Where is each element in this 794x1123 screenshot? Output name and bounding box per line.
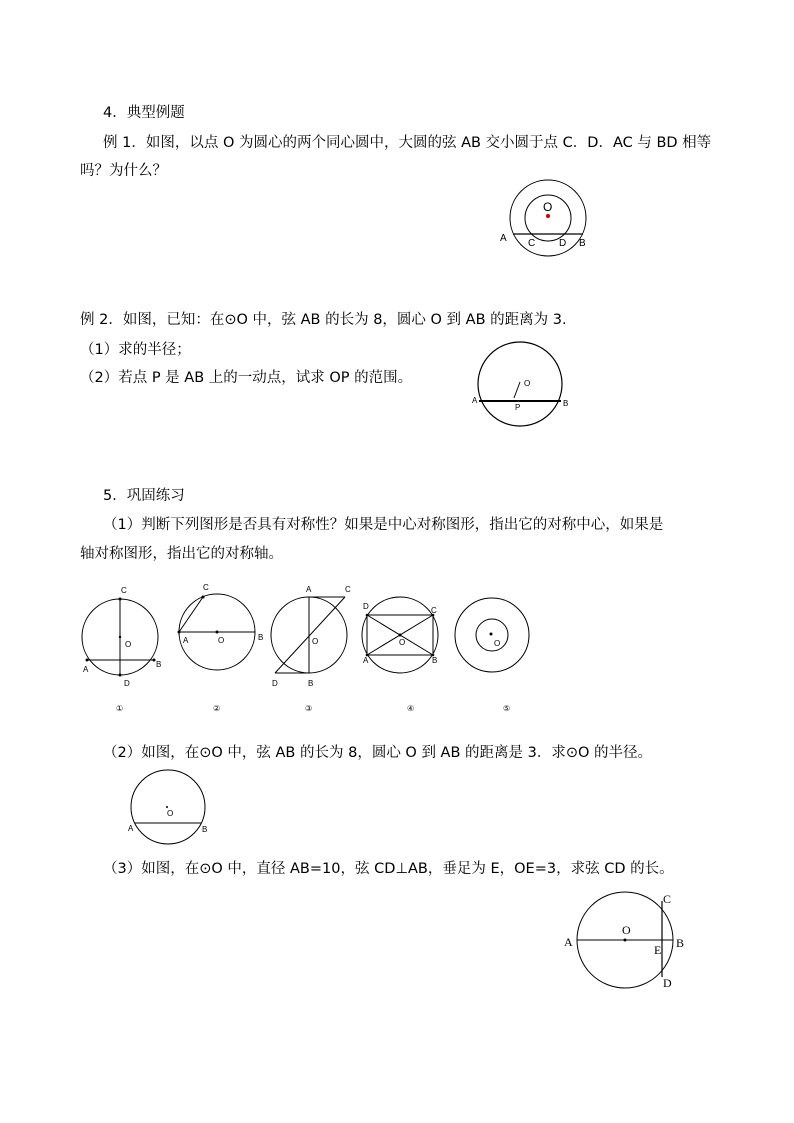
symmetry-figure-4 xyxy=(360,595,450,715)
f1-label-d: D xyxy=(124,679,130,688)
example-2-figure xyxy=(470,340,580,435)
section-4-title: 4．典型例题 xyxy=(103,105,185,121)
ex1-label-d: D xyxy=(559,238,567,249)
f2-label-b: B xyxy=(258,633,264,642)
ex2-label-a: A xyxy=(472,396,478,405)
q3-label-a: A xyxy=(564,935,573,949)
q3-label-d: D xyxy=(663,976,672,990)
f3-label-a: A xyxy=(306,585,312,594)
example-2-question-1: （1）求的半径； xyxy=(80,342,191,358)
f1-label-o: O xyxy=(125,640,132,649)
practice-2-figure xyxy=(125,770,215,845)
practice-1-line-1: （1）判断下列图形是否具有对称性？如果是中心对称图形，指出它的对称中心，如果是 xyxy=(103,517,664,533)
q3-label-o: O xyxy=(622,923,631,937)
practice-1-line-2: 轴对称图形，指出它的对称轴。 xyxy=(80,546,283,562)
practice-2-text: （2）如图，在⊙O 中，弦 AB 的长为 8，圆心 O 到 AB 的距离是 3．求⊙O 的半径。 xyxy=(103,745,653,761)
example-1-line-1: 例 1．如图，以点 O 为圆心的两个同心圆中，大圆的弦 AB 交小圆于点 C．D．AC 与 BD 相等 xyxy=(103,135,712,151)
f4-label-b: B xyxy=(432,656,438,665)
symmetry-figure-2 xyxy=(175,580,270,715)
f4-label-a: A xyxy=(363,656,369,665)
q2-label-o: O xyxy=(167,809,174,818)
f4-label-d: D xyxy=(363,602,369,611)
section-5-title: 5．巩固练习 xyxy=(103,488,185,504)
q2-label-a: A xyxy=(128,824,134,833)
symmetry-figure-5 xyxy=(450,595,535,715)
f3-label-o: O xyxy=(312,637,319,646)
q3-label-e: E xyxy=(654,943,662,957)
ex2-label-o: O xyxy=(524,379,531,388)
f1-label-b: B xyxy=(156,660,162,669)
f4-label-c: C xyxy=(431,606,437,615)
f5-label-o: O xyxy=(494,639,501,648)
practice-3-text: （3）如图，在⊙O 中，直径 AB=10，弦 CD⊥AB，垂足为 E，OE=3，求弦 CD 的长。 xyxy=(103,861,674,877)
ex1-label-a: A xyxy=(500,233,507,244)
ex1-label-o: O xyxy=(543,200,553,214)
figure-number-3: ③ xyxy=(305,704,313,713)
q3-label-b: B xyxy=(676,936,685,950)
f3-label-d: D xyxy=(272,679,278,688)
example-1-figure xyxy=(495,175,605,265)
f4-label-o: O xyxy=(399,638,406,647)
figure-number-2: ② xyxy=(213,704,221,713)
figure-number-1: ① xyxy=(116,704,124,713)
figure-number-5: ⑤ xyxy=(503,704,511,713)
f3-label-b: B xyxy=(308,679,314,688)
ex2-label-b: B xyxy=(563,399,569,408)
f2-label-a: A xyxy=(183,636,189,645)
symmetry-figure-1 xyxy=(75,585,170,715)
f3-label-c: C xyxy=(345,585,351,594)
example-2-line-1: 例 2．如图，已知：在⊙O 中，弦 AB 的长为 8，圆心 O 到 AB 的距离为 3. xyxy=(80,312,567,328)
q2-label-b: B xyxy=(202,825,208,834)
figure-number-4: ④ xyxy=(407,704,415,713)
q3-label-c: C xyxy=(663,892,672,906)
f1-label-a: A xyxy=(83,665,89,674)
f2-label-o: O xyxy=(218,636,225,645)
f2-label-c: C xyxy=(203,583,209,592)
ex1-label-b: B xyxy=(579,238,586,249)
ex2-label-p: P xyxy=(515,403,521,412)
example-1-line-2: 吗？为什么？ xyxy=(80,163,167,179)
practice-3-figure xyxy=(560,890,695,1000)
symmetry-figure-3 xyxy=(265,580,360,715)
ex1-label-c: C xyxy=(528,238,536,249)
f1-label-c: C xyxy=(121,586,127,595)
example-2-question-2: （2）若点 P 是 AB 上的一动点，试求 OP 的范围。 xyxy=(80,370,413,386)
